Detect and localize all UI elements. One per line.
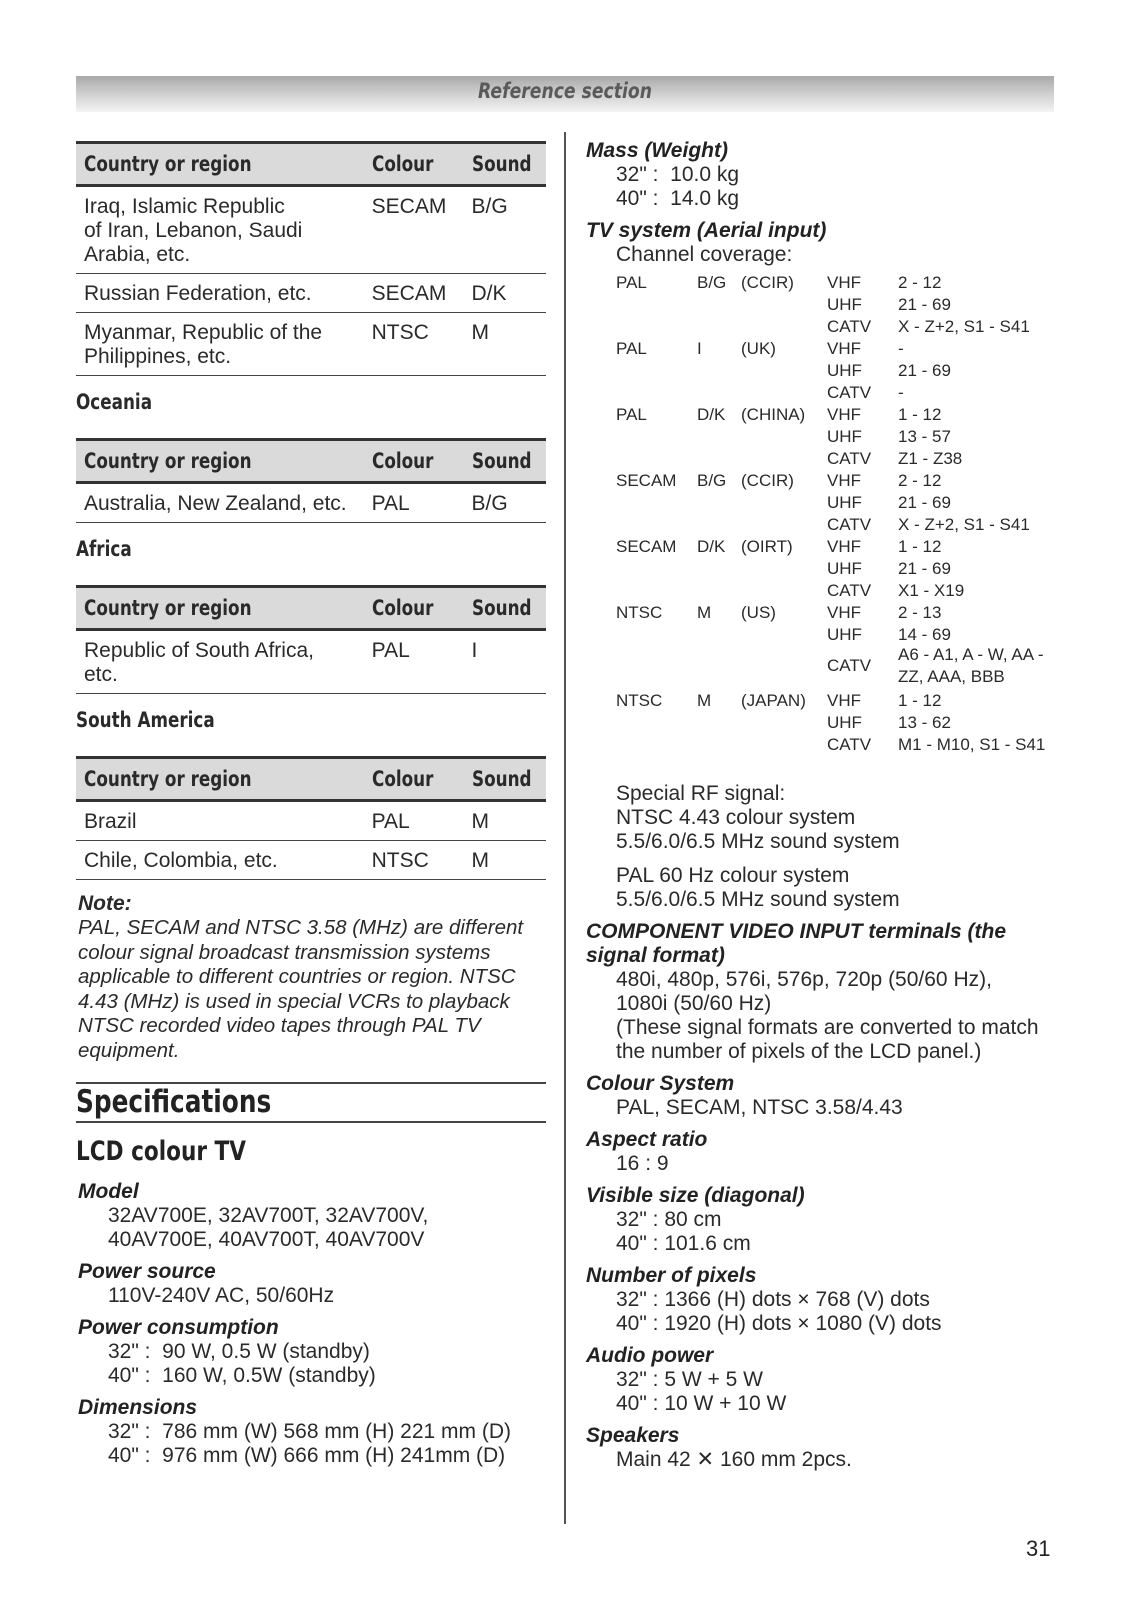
page-number: 31	[1026, 1536, 1051, 1561]
country-table-africa	[76, 585, 546, 694]
region-label-oceania: Oceania	[76, 390, 153, 414]
power-consumption-value: 32" : 90 W, 0.5 W (standby) 40" : 160 W, 0.5W (standby)	[108, 1340, 376, 1387]
country-cell: Australia, New Zealand, etc.	[76, 483, 364, 523]
channel-band-cell: CATV	[827, 735, 872, 754]
system-cell: PAL	[616, 405, 647, 424]
colour-cell: PAL	[364, 630, 464, 694]
audio-power-value: 32" : 5 W + 5 W 40" : 10 W + 10 W	[616, 1368, 787, 1415]
col-sound-header: Sound	[471, 596, 532, 620]
section-title: Reference section	[478, 79, 652, 103]
power-source-label: Power source	[78, 1260, 216, 1283]
system-cell: SECAM	[616, 537, 677, 556]
table-row	[76, 630, 546, 694]
header-bar	[76, 76, 1054, 112]
tv-system-label: TV system (Aerial input)	[586, 219, 827, 242]
table-row	[76, 274, 546, 313]
system-cell: PAL	[616, 273, 647, 292]
colour-cell: PAL	[364, 483, 464, 523]
pixels-label: Number of pixels	[586, 1264, 757, 1287]
visible-size-label: Visible size (diagonal)	[586, 1184, 805, 1207]
country-cell: Iraq, Islamic Republic of Iran, Lebanon, Saudi Arabia, etc.	[76, 186, 364, 274]
channel-range-cell: M1 - M10, S1 - S41	[898, 735, 1046, 754]
channel-band-cell: VHF	[827, 537, 861, 556]
table-row	[76, 483, 546, 523]
standard-cell: (UK)	[741, 339, 776, 358]
channel-band-cell: CATV	[827, 656, 872, 675]
channel-band-cell: CATV	[827, 317, 872, 336]
system-cell: NTSC	[616, 603, 663, 622]
band-cell: I	[697, 339, 702, 358]
model-value: 32AV700E, 32AV700T, 32AV700V, 40AV700E, 40AV700T, 40AV700V	[108, 1204, 429, 1251]
table-row	[76, 841, 546, 880]
mass-value: 32" : 10.0 kg 40" : 14.0 kg	[616, 163, 740, 210]
channel-band-cell: VHF	[827, 471, 861, 490]
col-country-header: Country or region	[84, 449, 252, 473]
spec-rule-bottom	[76, 1121, 546, 1123]
speakers-label: Speakers	[586, 1424, 680, 1447]
country-cell: Republic of South Africa, etc.	[76, 630, 364, 694]
col-sound-header: Sound	[471, 767, 532, 791]
dimensions-value: 32" : 786 mm (W) 568 mm (H) 221 mm (D) 40" : 976 mm (W) 666 mm (H) 241mm (D)	[108, 1420, 512, 1467]
power-source-value: 110V-240V AC, 50/60Hz	[108, 1284, 335, 1307]
table-header-row	[76, 587, 546, 630]
channel-range-cell: 21 - 69	[898, 559, 951, 578]
channel-range-cell: X - Z+2, S1 - S41	[898, 515, 1030, 534]
colour-cell: NTSC	[364, 313, 464, 376]
power-consumption-label: Power consumption	[78, 1316, 279, 1339]
sound-cell: D/K	[464, 274, 546, 313]
audio-power-label: Audio power	[586, 1344, 714, 1367]
country-cell: Brazil	[76, 801, 364, 841]
system-cell: NTSC	[616, 691, 663, 710]
channel-range-cell: 13 - 62	[898, 713, 951, 732]
col-colour-header: Colour	[371, 152, 434, 176]
channel-band-cell: UHF	[827, 427, 862, 446]
table-header-row	[76, 758, 546, 801]
country-cell: Chile, Colombia, etc.	[76, 841, 364, 880]
country-table-asia	[76, 141, 546, 376]
colour-cell: SECAM	[364, 186, 464, 274]
col-colour-header: Colour	[371, 767, 434, 791]
channel-range-cell: X - Z+2, S1 - S41	[898, 317, 1030, 336]
band-cell: D/K	[697, 405, 726, 424]
channel-band-cell: UHF	[827, 361, 862, 380]
channel-band-cell: VHF	[827, 339, 861, 358]
note-text: PAL, SECAM and NTSC 3.58 (MHz) are different colour signal broadcast transmission systems applicable to different countries or region. NTSC 4.43 (MHz) is used in special VCRs to playback NTSC recorded video tapes through PAL TV equipment.	[78, 916, 524, 1062]
standard-cell: (JAPAN)	[741, 691, 806, 710]
channel-coverage-label: Channel coverage:	[616, 243, 793, 266]
sound-cell: M	[464, 801, 546, 841]
sound-cell: M	[464, 841, 546, 880]
channel-range-cell: 1 - 12	[898, 691, 942, 710]
standard-cell: (US)	[741, 603, 776, 622]
standard-cell: (CCIR)	[741, 273, 794, 292]
visible-size-value: 32" : 80 cm 40" : 101.6 cm	[616, 1208, 751, 1255]
channel-range-cell: X1 - X19	[898, 581, 965, 600]
channel-range-cell: 21 - 69	[898, 295, 951, 314]
component-input-label: COMPONENT VIDEO INPUT terminals (the signal format)	[586, 920, 1007, 967]
sound-cell: M	[464, 313, 546, 376]
channel-band-cell: VHF	[827, 691, 861, 710]
channel-range-cell: A6 - A1, A - W, AA - ZZ, AAA, BBB	[898, 645, 1044, 686]
model-label: Model	[78, 1180, 139, 1203]
component-input-value: 480i, 480p, 576i, 576p, 720p (50/60 Hz), 1080i (50/60 Hz) (These signal formats are converted to match the number of pixels of the LCD panel.)	[616, 968, 1039, 1063]
channel-band-cell: UHF	[827, 713, 862, 732]
system-cell: SECAM	[616, 471, 677, 490]
country-cell: Russian Federation, etc.	[76, 274, 364, 313]
lcd-tv-heading: LCD colour TV	[76, 1136, 246, 1167]
pal60-text: PAL 60 Hz colour system 5.5/6.0/6.5 MHz sound system	[616, 864, 900, 911]
channel-range-cell: 2 - 12	[898, 471, 942, 490]
specifications-heading: Specifications	[76, 1084, 272, 1120]
speakers-value: Main 42 ✕ 160 mm 2pcs.	[616, 1448, 852, 1471]
channel-range-cell: -	[898, 383, 904, 402]
table-header-row	[76, 440, 546, 483]
sound-cell: B/G	[464, 483, 546, 523]
table-header-row	[76, 143, 546, 186]
system-cell: PAL	[616, 339, 647, 358]
channel-band-cell: VHF	[827, 603, 861, 622]
country-table-south-america	[76, 756, 546, 880]
channel-band-cell: UHF	[827, 295, 862, 314]
colour-system-label: Colour System	[586, 1072, 735, 1095]
region-label-south-america: South America	[76, 708, 215, 732]
column-divider	[564, 132, 566, 1524]
pixels-value: 32" : 1366 (H) dots × 768 (V) dots 40" : 1920 (H) dots × 1080 (V) dots	[616, 1288, 942, 1335]
col-sound-header: Sound	[471, 449, 532, 473]
country-table-oceania	[76, 438, 546, 523]
col-country-header: Country or region	[84, 152, 252, 176]
channel-range-cell: 1 - 12	[898, 405, 942, 424]
band-cell: D/K	[697, 537, 726, 556]
note-title: Note:	[78, 892, 132, 915]
country-cell: Myanmar, Republic of the Philippines, etc.	[76, 313, 364, 376]
channel-band-cell: UHF	[827, 493, 862, 512]
channel-band-cell: CATV	[827, 581, 872, 600]
col-colour-header: Colour	[371, 449, 434, 473]
channel-range-cell: 1 - 12	[898, 537, 942, 556]
col-sound-header: Sound	[471, 152, 532, 176]
channel-band-cell: VHF	[827, 405, 861, 424]
table-row	[76, 801, 546, 841]
col-country-header: Country or region	[84, 596, 252, 620]
channel-band-cell: CATV	[827, 449, 872, 468]
channel-range-cell: 13 - 57	[898, 427, 951, 446]
channel-band-cell: VHF	[827, 273, 861, 292]
standard-cell: (CHINA)	[741, 405, 806, 424]
channel-band-cell: CATV	[827, 383, 872, 402]
colour-cell: PAL	[364, 801, 464, 841]
channel-range-cell: 14 - 69	[898, 625, 951, 644]
band-cell: M	[697, 603, 712, 622]
channel-band-cell: UHF	[827, 559, 862, 578]
channel-range-cell: -	[898, 339, 904, 358]
colour-cell: NTSC	[364, 841, 464, 880]
channel-range-cell: 2 - 13	[898, 603, 942, 622]
channel-range-cell: 21 - 69	[898, 493, 951, 512]
dimensions-label: Dimensions	[78, 1396, 198, 1419]
channel-band-cell: UHF	[827, 625, 862, 644]
band-cell: B/G	[697, 273, 727, 292]
region-label-africa: Africa	[76, 537, 132, 561]
col-colour-header: Colour	[371, 596, 434, 620]
channel-range-cell: Z1 - Z38	[898, 449, 963, 468]
colour-system-value: PAL, SECAM, NTSC 3.58/4.43	[616, 1096, 903, 1119]
special-rf-text: Special RF signal: NTSC 4.43 colour system 5.5/6.0/6.5 MHz sound system	[616, 782, 900, 853]
colour-cell: SECAM	[364, 274, 464, 313]
standard-cell: (CCIR)	[741, 471, 794, 490]
band-cell: M	[697, 691, 712, 710]
channel-range-cell: 21 - 69	[898, 361, 951, 380]
mass-label: Mass (Weight)	[586, 139, 728, 162]
band-cell: B/G	[697, 471, 727, 490]
col-country-header: Country or region	[84, 767, 252, 791]
sound-cell: I	[464, 630, 546, 694]
table-row	[76, 186, 546, 274]
table-row	[76, 313, 546, 376]
channel-band-cell: CATV	[827, 515, 872, 534]
aspect-ratio-value: 16 : 9	[616, 1152, 669, 1175]
standard-cell: (OIRT)	[741, 537, 793, 556]
aspect-ratio-label: Aspect ratio	[586, 1128, 708, 1151]
channel-range-cell: 2 - 12	[898, 273, 942, 292]
sound-cell: B/G	[464, 186, 546, 274]
